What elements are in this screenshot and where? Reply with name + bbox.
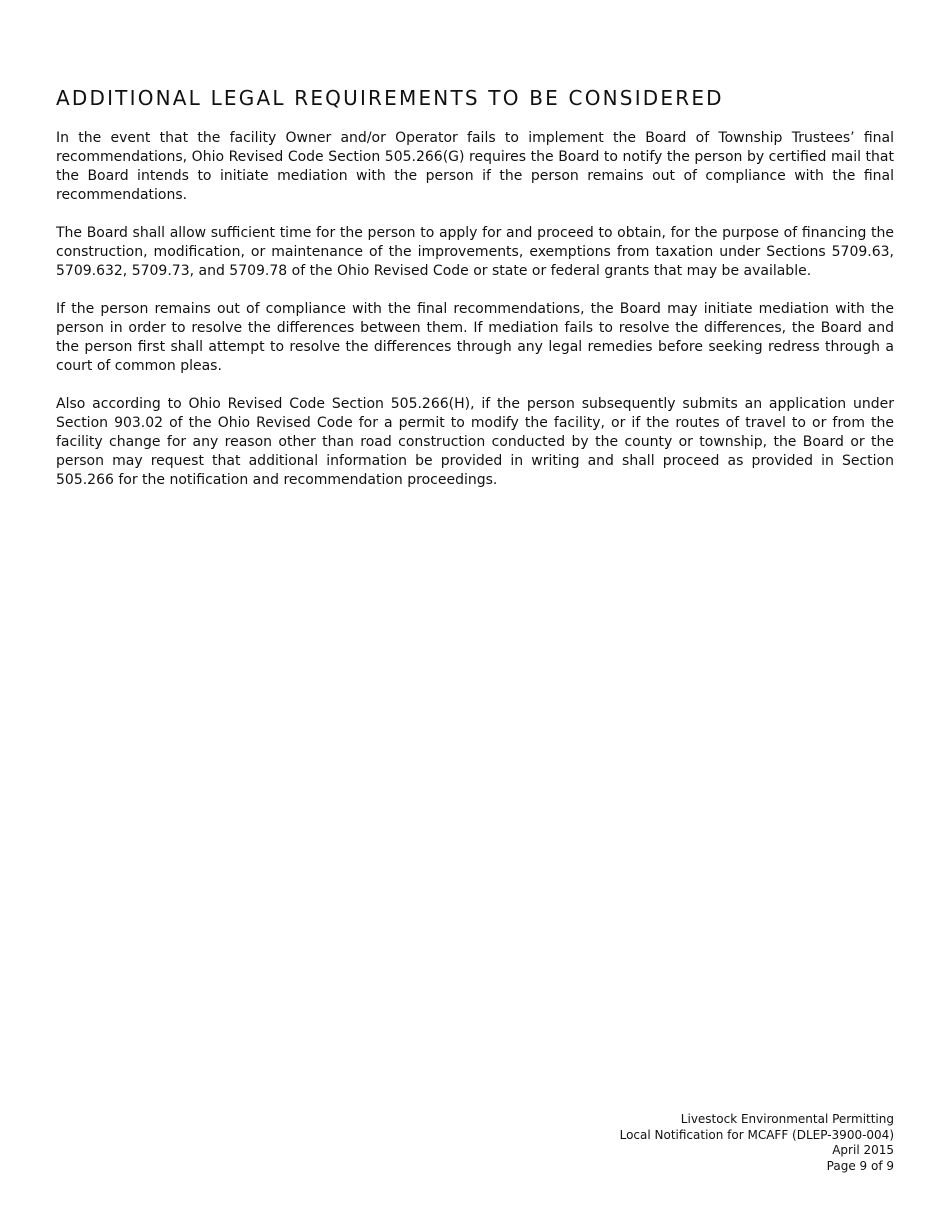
paragraph-mediation-process: If the person remains out of compliance with the final recommendations, the Board may initiate mediation with the person in order to resolve the differences between them. If mediation fails to resolve the differences, the Board and the person first shall attempt to resolve the differences through any legal remedies before seeking redress through a court of common pleas. <box>56 301 894 374</box>
footer-program: Livestock Environmental Permitting <box>680 1112 894 1126</box>
footer-form-title: Local Notification for MCAFF (DLEP-3900-004) <box>619 1127 894 1142</box>
footer-date: April 2015 <box>832 1143 894 1157</box>
page-footer <box>494 1112 894 1174</box>
paragraph-permit-modification: Also according to Ohio Revised Code Section 505.266(H), if the person subsequently submits an application under Section 903.02 of the Ohio Revised Code for a permit to modify the facility, or if the routes of travel to or from the facility change for any reason other than road construction conducted by the county or township, the Board or the person may request that additional information be provided in writing and shall proceed as provided in Section 505.266 for the notification and recommendation proceedings. <box>56 396 894 488</box>
document-body <box>56 86 894 509</box>
paragraph-mediation-notice: In the event that the facility Owner and/or Operator fails to implement the Board of Township Trustees’ final recommendations, Ohio Revised Code Section 505.266(G) requires the Board to notify the person by certified mail that the Board intends to initiate mediation with the person if the person remains out of compliance with the final recommendations. <box>56 130 894 203</box>
paragraph-financing-time: The Board shall allow sufficient time for the person to apply for and proceed to obtain, for the purpose of financing the construction, modification, or maintenance of the improvements, exemptions from taxation under Sections 5709.63, 5709.632, 5709.73, and 5709.78 of the Ohio Revised Code or state or federal grants that may be available. <box>56 225 894 279</box>
footer-page-number: Page 9 of 9 <box>826 1158 894 1173</box>
section-heading: ADDITIONAL LEGAL REQUIREMENTS TO BE CONSIDERED <box>56 86 724 110</box>
